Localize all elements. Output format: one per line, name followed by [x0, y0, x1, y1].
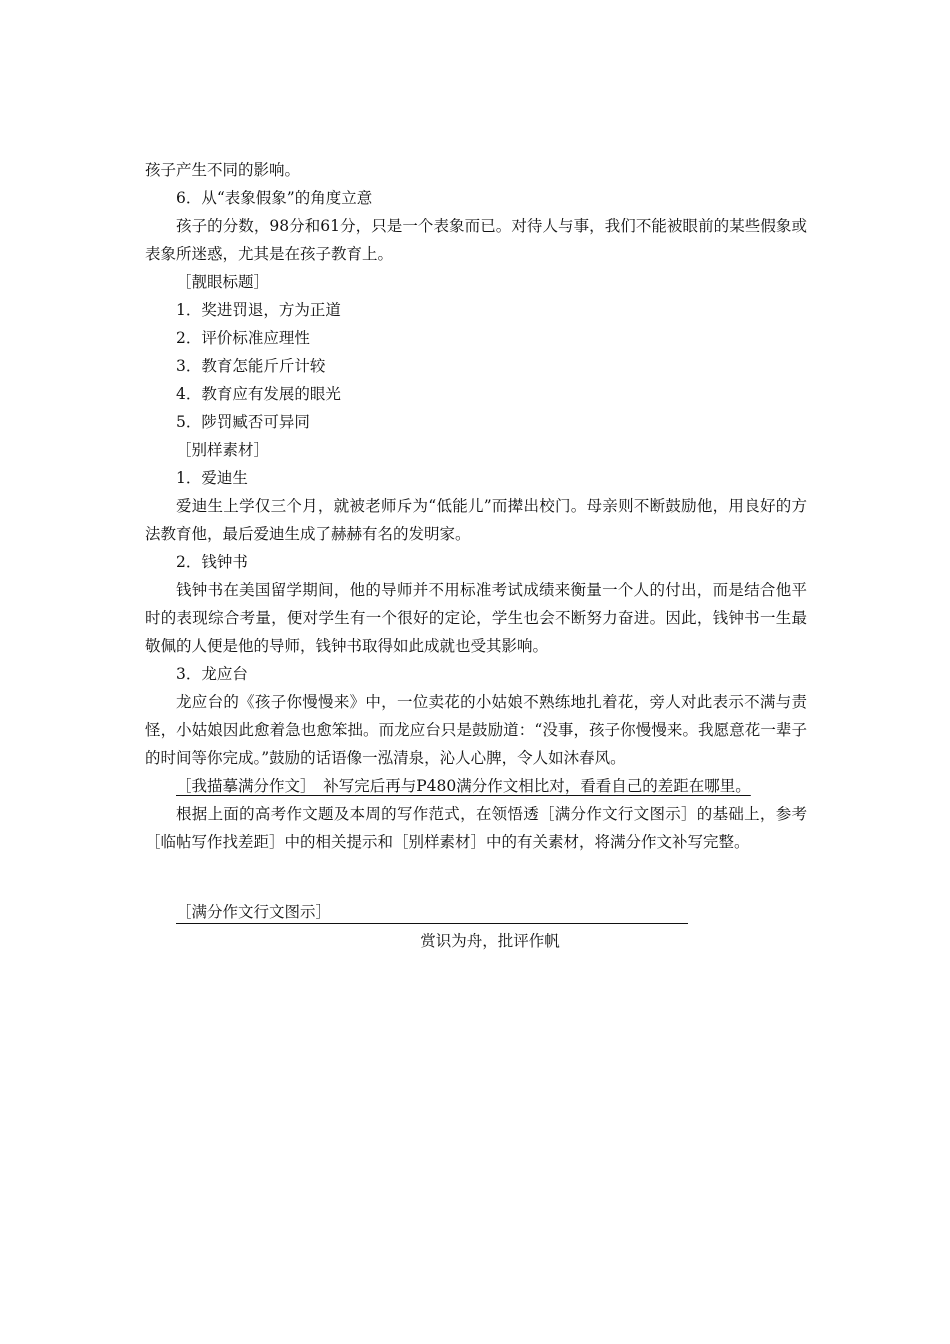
- material-body-edison: 爱迪生上学仅三个月，就被老师斥为“低能儿”而撵出校门。母亲则不断鼓励他，用良好的方法教育他，最后爱迪生成了赫赫有名的发明家。: [145, 497, 807, 543]
- figure-label: ［满分作文行文图示］: [176, 903, 332, 921]
- title-item-5: 5．陟罚臧否可异同: [176, 413, 310, 431]
- instruction-heading: ［我描摹满分作文］ 补写完后再与P480满分作文相比对，看看自己的差距在哪里。: [176, 777, 751, 795]
- heading-angle-6: 6．从“表象假象”的角度立意: [176, 189, 373, 207]
- paragraph-continuation: 孩子产生不同的影响。: [145, 161, 301, 179]
- paragraph-angle-6-body: 孩子的分数，98分和61分，只是一个表象而已。对待人与事，我们不能被眼前的某些假象或表象所迷惑，尤其是在孩子教育上。: [145, 217, 807, 263]
- title-item-2: 2．评价标准应理性: [176, 329, 310, 347]
- section-heading-titles: ［靓眼标题］: [176, 273, 270, 291]
- material-body-qian: 钱钟书在美国留学期间，他的导师并不用标准考试成绩来衡量一个人的付出，而是结合他平时的表现综合考量，便对学生有一个很好的定论，学生也会不断努力奋进。因此，钱钟书一生最敬佩的人便是他的导师，钱钟书取得如此成就也受其影响。: [145, 581, 807, 655]
- material-heading-long: 3．龙应台: [176, 665, 248, 683]
- instruction-body: 根据上面的高考作文题及本周的写作范式，在领悟透［满分作文行文图示］的基础上，参考［临帖写作找差距］中的相关提示和［别样素材］中的有关素材，将满分作文补写完整。: [145, 805, 807, 851]
- section-heading-materials: ［别样素材］: [176, 441, 270, 459]
- instruction-line-wrapper: [145, 772, 807, 800]
- figure-caption: 赏识为舟，批评作帆: [420, 932, 560, 950]
- document-body: [145, 156, 807, 856]
- title-item-3: 3．教育怎能斤斤计较: [176, 357, 326, 375]
- material-heading-edison: 1．爱迪生: [176, 469, 248, 487]
- title-item-4: 4．教育应有发展的眼光: [176, 385, 341, 403]
- material-heading-qian: 2．钱钟书: [176, 553, 248, 571]
- material-body-long: 龙应台的《孩子你慢慢来》中，一位卖花的小姑娘不熟练地扎着花，旁人对此表示不满与责怪，小姑娘因此愈着急也愈笨拙。而龙应台只是鼓励道：“没事，孩子你慢慢来。我愿意花一辈子的时间等你完成。”鼓励的话语像一泓清泉，沁人心脾，令人如沐春风。: [145, 693, 807, 767]
- figure-label-line: [176, 901, 688, 924]
- title-item-1: 1．奖进罚退，方为正道: [176, 301, 341, 319]
